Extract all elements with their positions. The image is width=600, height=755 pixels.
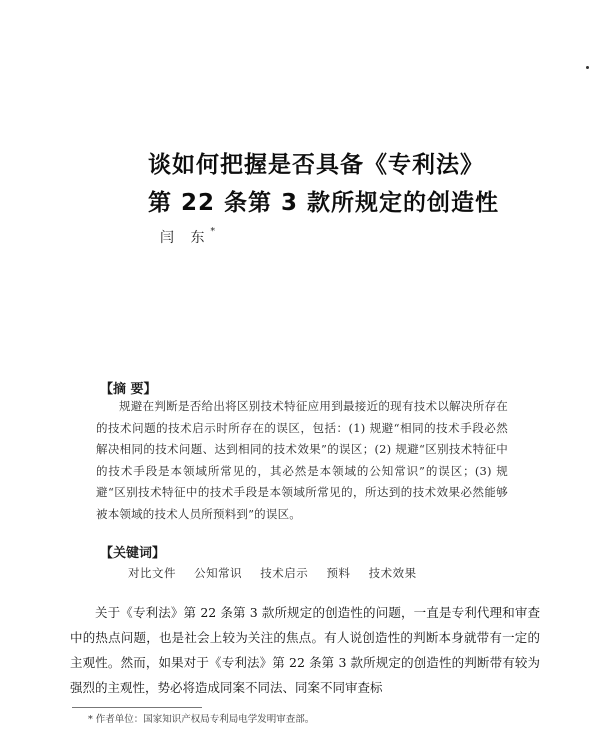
footnote: * 作者单位：国家知识产权局专利局电学发明审查部。 [88,714,315,725]
abstract-text: 规避在判断是否给出将区别技术特征应用到最接近的现有技术以解决所存在的技术问题的技术启示时所存在的误区，包括：(1) 规避“相同的技术手段必然解决相同的技术问题、达到相同的技术效果”的误区；(2) 规避“区别技术特征中的技术手段是本领域所常见的，其必然是本领域的公知常识”的误区；(3) 规避“区别技术特征中的技术手段是本领域所常见的，所达到的技术效果必然能够被本领域的技术人员所预料到”的误区。 [96,399,508,521]
article-title-line-2: 第 22 条第 3 款所规定的创造性 [148,190,500,216]
author [160,227,215,247]
abstract-heading: 【摘 要】 [100,382,157,397]
article-title-line-1: 谈如何把握是否具备《专利法》 [148,152,484,178]
keywords-list: 对比文件 公知常识 技术启示 预料 技术效果 [128,566,417,580]
keywords-heading: 【关键词】 [100,546,166,561]
author-name: 闫 东 [160,230,211,246]
scan-speck [586,66,589,69]
body-paragraph: 关于《专利法》第 22 条第 3 款所规定的创造性的问题，一直是专利代理和审查中的热点问题，也是社会上较为关注的焦点。有人说创造性的判断本身就带有一定的主观性。然而，如果对于《专利法》第 22 条第 3 款所规定的创造性的判断带有较为强烈的主观性，势必将造成同案不同法、同案不同审查标 [70,605,540,695]
author-footnote-mark: * [210,227,215,238]
footnote-divider [72,707,202,708]
